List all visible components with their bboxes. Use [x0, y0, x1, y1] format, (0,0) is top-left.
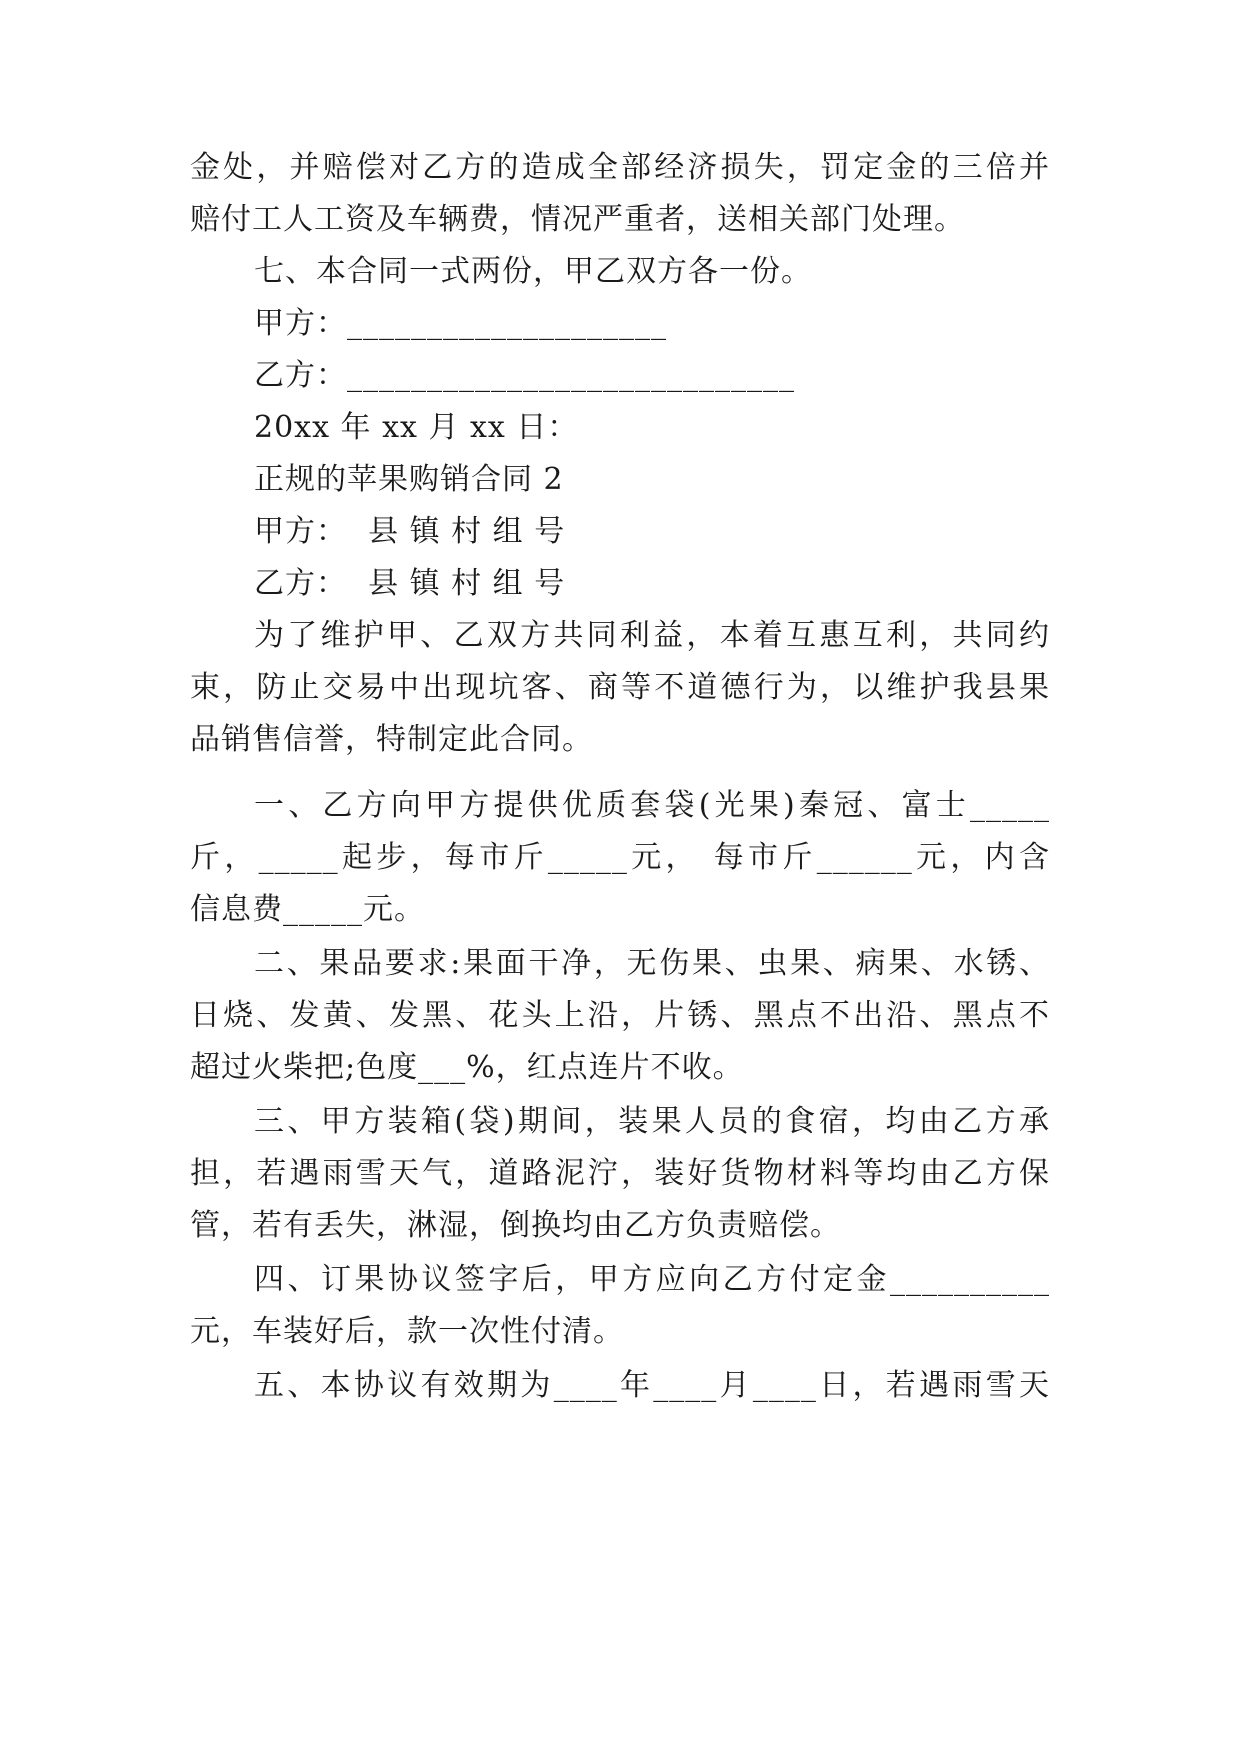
- party-a-signature-line: 甲方：____________________: [254, 306, 667, 341]
- clause-line: 二、果品要求:果面干净，无伤果、虫果、病果、水锈、: [254, 946, 1050, 981]
- text-line: 品销售信誉，特制定此合同。: [190, 722, 593, 757]
- clause-line: 担，若遇雨雪天气，道路泥泞，装好货物材料等均由乙方保: [190, 1156, 1050, 1191]
- clause-line: 五、本协议有效期为____年____月____日，若遇雨雪天: [254, 1368, 1050, 1403]
- clause-line: 斤，_____起步，每市斤_____元， 每市斤______元，内含: [190, 840, 1050, 875]
- date-line: 20xx 年 xx 月 xx 日：: [254, 410, 579, 445]
- party-b-address: 乙方： 县 镇 村 组 号: [254, 566, 566, 601]
- text-line: 金处，并赔偿对乙方的造成全部经济损失，罚定金的三倍并: [190, 150, 1050, 185]
- text-line: 为了维护甲、乙双方共同利益，本着互惠互利，共同约: [254, 618, 1050, 653]
- clause-line: 四、订果协议签字后，甲方应向乙方付定金__________: [254, 1262, 1050, 1297]
- clause-line: 管，若有丢失，淋湿，倒换均由乙方负责赔偿。: [190, 1208, 841, 1243]
- clause-line: 元，车装好后，款一次性付清。: [190, 1314, 624, 1349]
- text-line: 赔付工人工资及车辆费，情况严重者，送相关部门处理。: [190, 202, 965, 237]
- section-title: 正规的苹果购销合同 2: [254, 462, 564, 497]
- party-b-signature-line: 乙方：____________________________: [254, 358, 795, 393]
- clause-line: 信息费_____元。: [190, 892, 425, 927]
- party-a-address: 甲方： 县 镇 村 组 号: [254, 514, 566, 549]
- text-line: 束，防止交易中出现坑客、商等不道德行为，以维护我县果: [190, 670, 1050, 705]
- clause-line: 日烧、发黄、发黑、花头上沿，片锈、黑点不出沿、黑点不: [190, 998, 1050, 1033]
- clause-line: 三、甲方装箱(袋)期间，装果人员的食宿，均由乙方承: [254, 1104, 1050, 1139]
- clause-line: 超过火柴把;色度___%，红点连片不收。: [190, 1050, 744, 1085]
- text-line: 七、本合同一式两份，甲乙双方各一份。: [254, 254, 812, 289]
- clause-line: 一、乙方向甲方提供优质套袋(光果)秦冠、富士_____: [254, 788, 1050, 823]
